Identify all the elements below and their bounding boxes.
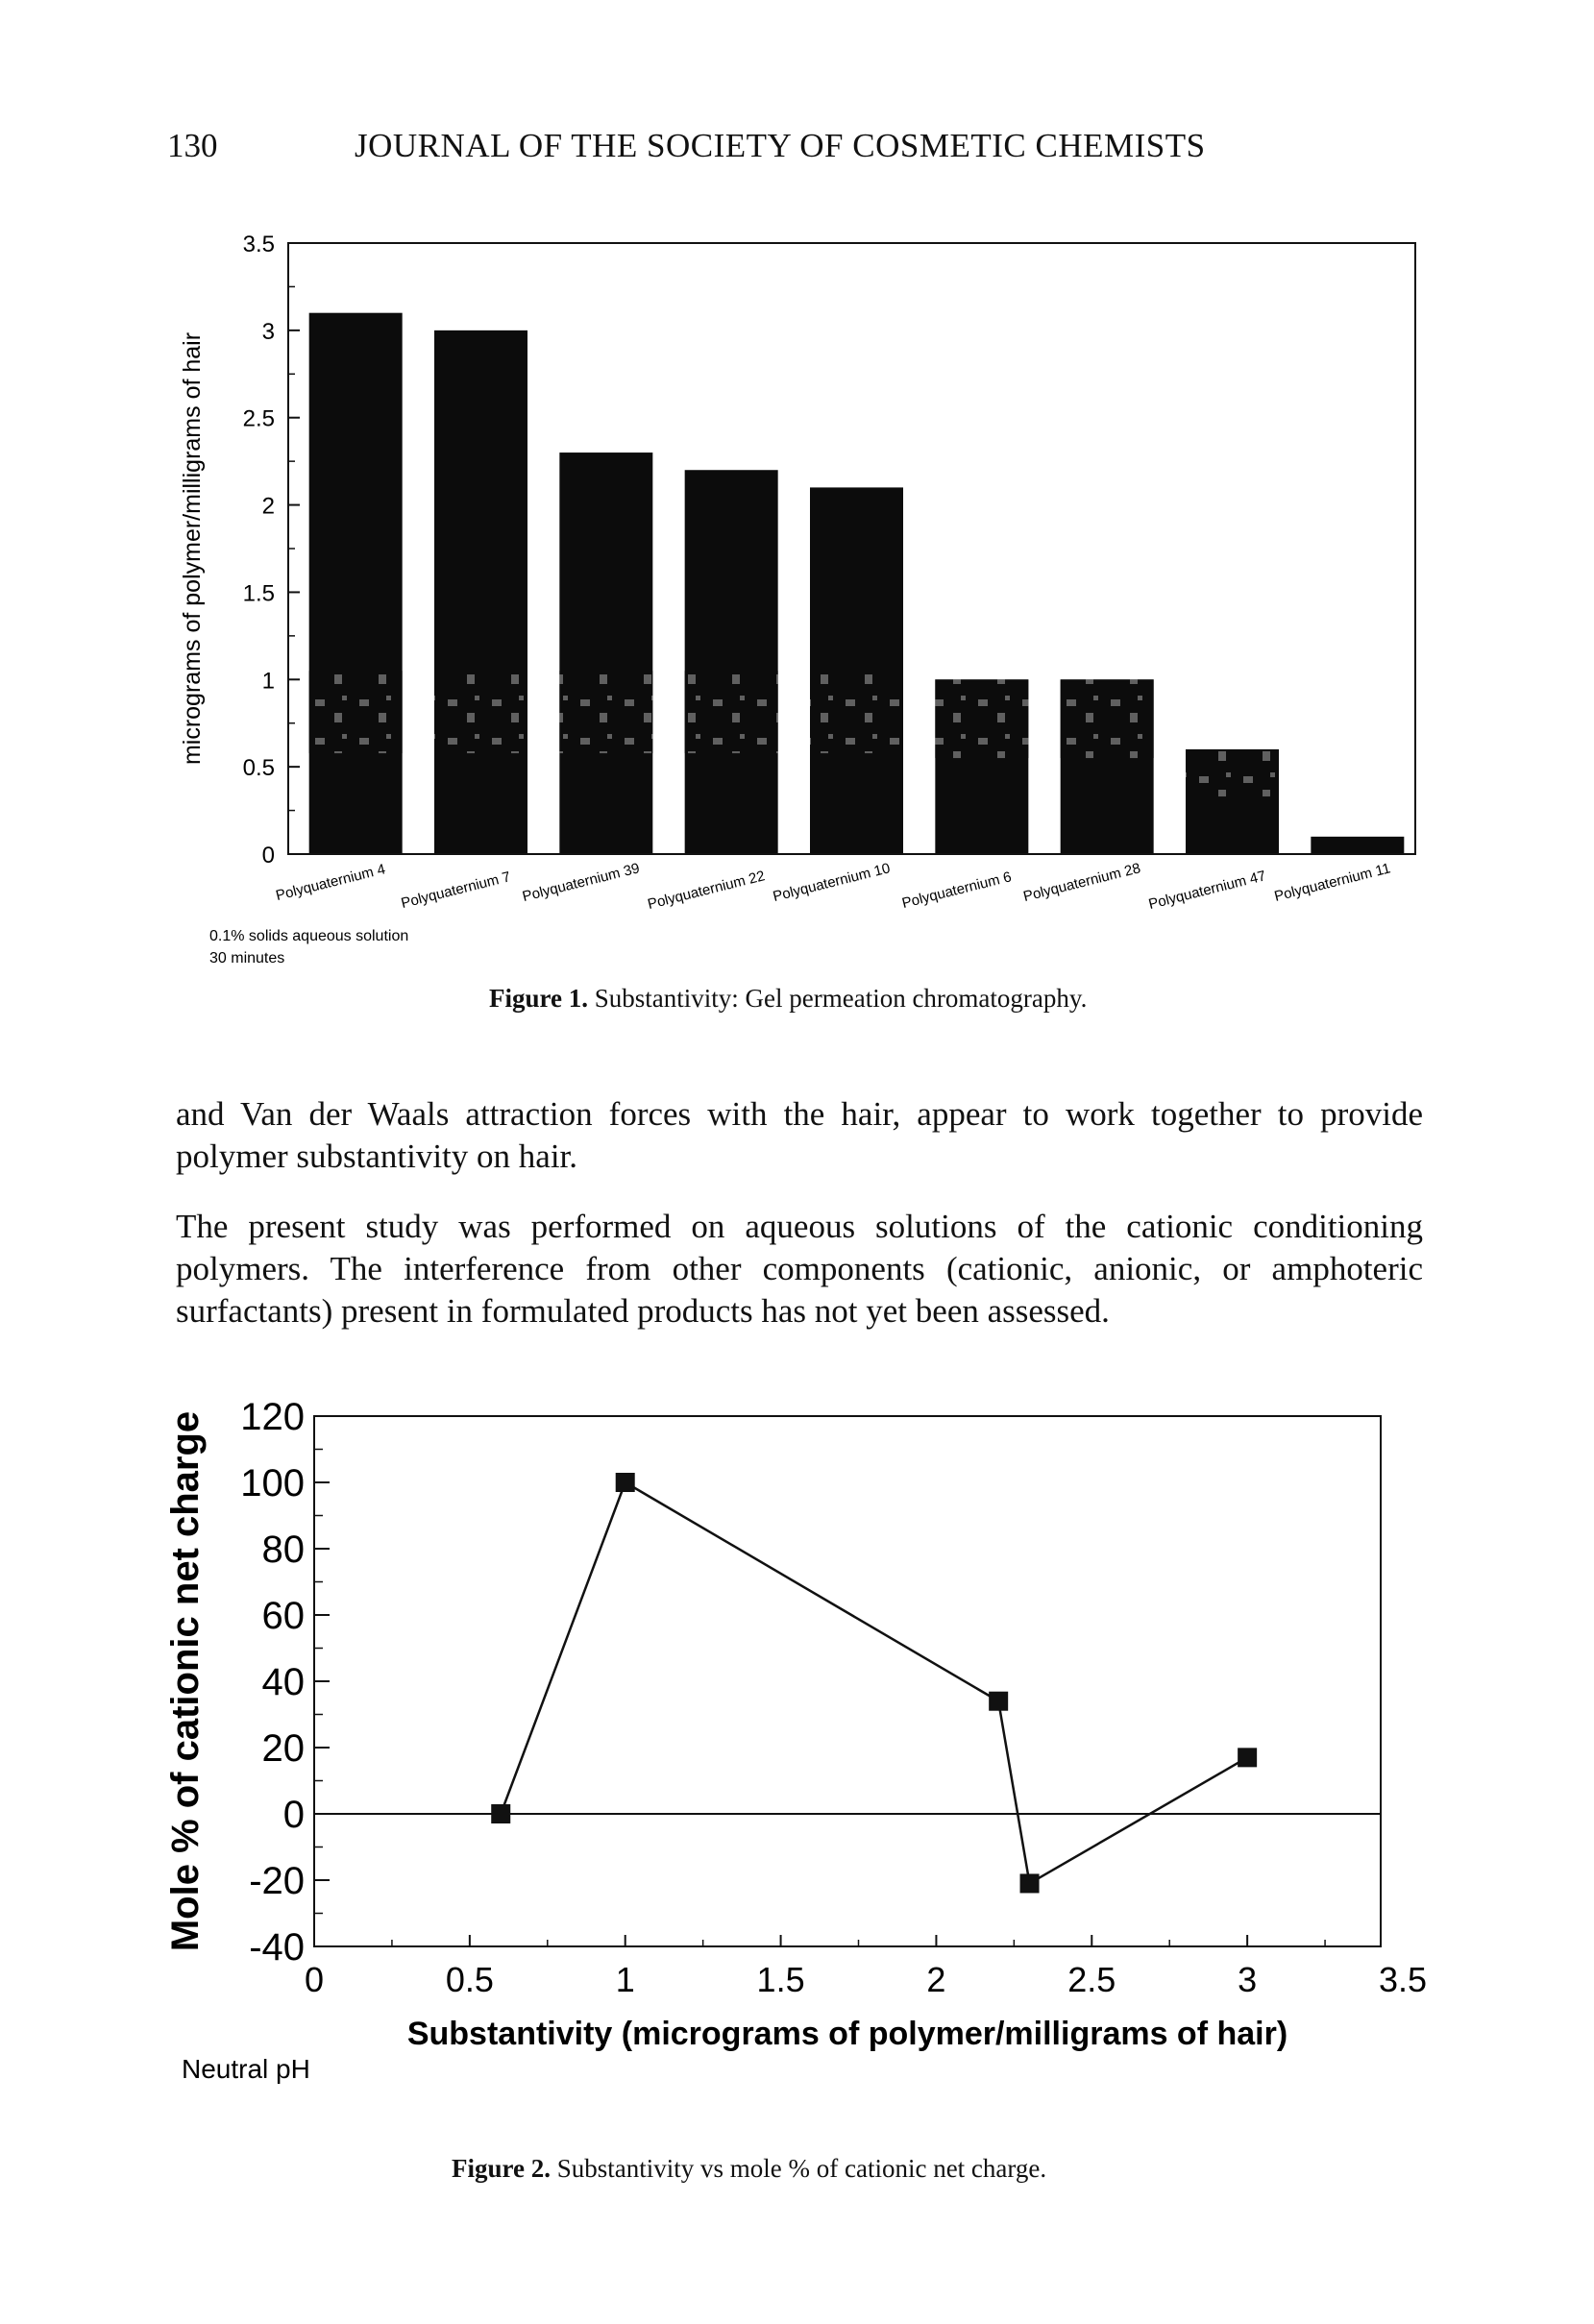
figure1-y-tick-label: 3 bbox=[261, 318, 275, 345]
figure1-caption-label: Figure 1. bbox=[489, 984, 588, 1013]
figure1-category-label: Polyquaternium 6 bbox=[900, 868, 1014, 913]
figure2-y-tick-label: 0 bbox=[282, 1794, 305, 1836]
figure2-data-point bbox=[491, 1804, 510, 1823]
figure1-category-label: Polyquaternium 22 bbox=[646, 868, 767, 914]
figure1-y-tick-label: 1.5 bbox=[242, 580, 275, 607]
figure1-y-tick-label: 2 bbox=[261, 493, 275, 520]
figure2-y-tick-label: 120 bbox=[240, 1396, 305, 1438]
figure1-y-tick-label: 3.5 bbox=[242, 232, 275, 257]
figure2-y-tick-label: -40 bbox=[249, 1926, 305, 1969]
figure2-x-tick-label: 1.5 bbox=[756, 1960, 805, 1999]
figure2-y-tick-label: 20 bbox=[261, 1727, 305, 1770]
figure2-y-tick-label: 80 bbox=[261, 1529, 305, 1571]
figure2-x-tick-label: 0 bbox=[304, 1960, 325, 1999]
figure2-x-tick-label: 2 bbox=[926, 1960, 946, 1999]
figure1-category-label: Polyquaternium 39 bbox=[521, 860, 642, 906]
figure1-category-label: Polyquaternium 4 bbox=[274, 861, 387, 905]
figure2-data-point bbox=[1020, 1873, 1040, 1893]
figure2-note-ph: Neutral pH bbox=[182, 2054, 310, 2084]
figure2-y-axis-label: Mole % of cationic net charge bbox=[164, 1410, 207, 1952]
figure1-note-time: 30 minutes bbox=[209, 950, 285, 966]
figure2-x-tick-label: 1 bbox=[615, 1960, 635, 1999]
figure2-x-tick-label: 0.5 bbox=[445, 1960, 494, 1999]
figure2-x-tick-label: 2.5 bbox=[1067, 1960, 1116, 1999]
figure2-caption-text: Substantivity vs mole % of cationic net charge. bbox=[556, 2154, 1047, 2183]
running-head: JOURNAL OF THE SOCIETY OF COSMETIC CHEMISTS bbox=[355, 127, 1206, 164]
body-paragraph-2: The present study was performed on aqueous solutions of the cationic conditioning polymers. The interference from other components (cationic, anionic, or amphoteric surfactants) present in formulated products has not yet been assessed. bbox=[176, 1208, 1423, 1330]
figure1-category-label: Polyquaternium 7 bbox=[399, 868, 513, 913]
figure1-y-tick-label: 0 bbox=[261, 843, 275, 868]
figure1-y-tick-label: 0.5 bbox=[242, 755, 275, 782]
page-number: 130 bbox=[167, 127, 218, 164]
figure2-x-tick-label: 3 bbox=[1238, 1960, 1258, 1999]
figure2-x-axis-label: Substantivity (micrograms of polymer/milligrams of hair) bbox=[406, 2016, 1288, 2052]
figure2-data-point bbox=[1238, 1748, 1257, 1767]
figure2-x-tick-label: 3.5 bbox=[1378, 1960, 1428, 1999]
figure2-caption-label: Figure 2. bbox=[452, 2154, 551, 2183]
figure2-y-tick-label: -20 bbox=[249, 1860, 305, 1902]
figure1-note-concentration: 0.1% solids aqueous solution bbox=[209, 928, 409, 944]
figure1-category-label: Polyquaternium 28 bbox=[1021, 860, 1142, 906]
figure1-y-tick-label: 1 bbox=[261, 668, 275, 695]
figure1-category-label: Polyquaternium 10 bbox=[771, 860, 893, 906]
figure1-y-tick-label: 2.5 bbox=[242, 405, 275, 432]
figure2-y-tick-label: 100 bbox=[240, 1462, 305, 1504]
figure1-category-label: Polyquaternium 11 bbox=[1272, 860, 1392, 905]
figure2-series-line bbox=[501, 1482, 1247, 1883]
figure1-y-axis-label: micrograms of polymer/milligrams of hair bbox=[179, 331, 206, 766]
figure1-caption-text: Substantivity: Gel permeation chromatography. bbox=[594, 984, 1088, 1013]
figure2-data-point bbox=[989, 1692, 1008, 1711]
figure2-y-tick-label: 60 bbox=[261, 1595, 305, 1637]
figure2-y-tick-label: 40 bbox=[261, 1661, 305, 1703]
figure1-category-label: Polyquaternium 47 bbox=[1146, 868, 1268, 914]
figure2-caption bbox=[452, 2154, 1046, 2184]
figure2-data-point bbox=[616, 1473, 635, 1492]
body-paragraph-1: and Van der Waals attraction forces with the hair, appear to work together to provide polymer substantivity on hair. bbox=[176, 1095, 1423, 1175]
